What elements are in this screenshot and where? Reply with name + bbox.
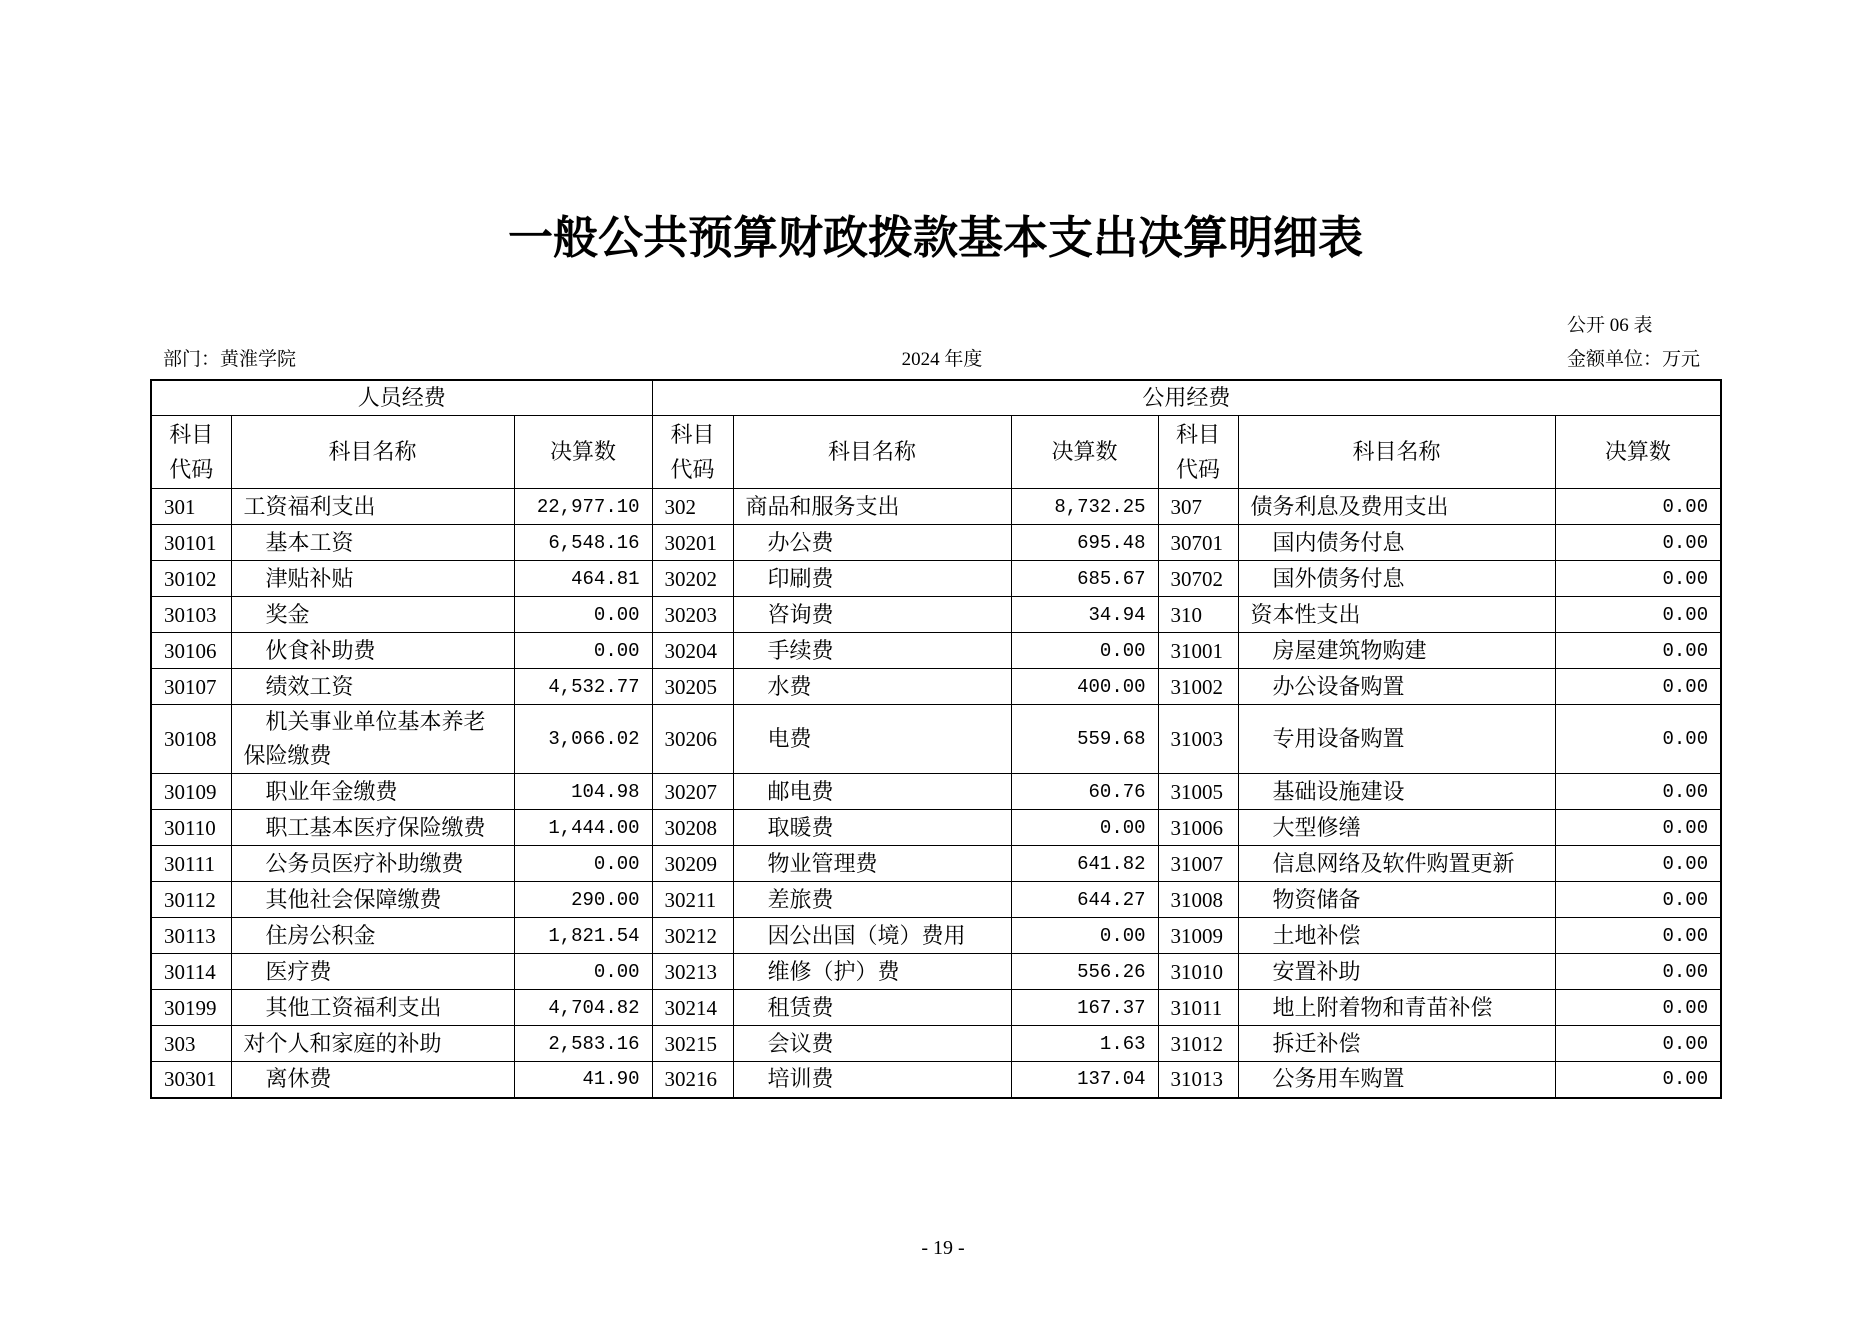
final-amount-cell: 60.76 — [1011, 774, 1158, 810]
subject-code-cell: 30109 — [151, 774, 231, 810]
final-amount-cell: 290.00 — [514, 882, 652, 918]
table-row — [151, 1026, 1721, 1062]
table-row — [151, 561, 1721, 597]
subject-name-cell: 地上附着物和青苗补偿 — [1238, 990, 1555, 1026]
subject-name-cell: 离休费 — [231, 1062, 514, 1098]
subject-code-cell: 30108 — [151, 705, 231, 774]
subject-code-cell: 30702 — [1158, 561, 1238, 597]
final-amount-cell: 0.00 — [1555, 597, 1721, 633]
subject-code-header — [151, 416, 231, 489]
subject-code-cell: 31013 — [1158, 1062, 1238, 1098]
subject-name-cell: 土地补偿 — [1238, 918, 1555, 954]
final-amount-cell: 0.00 — [514, 633, 652, 669]
final-amount-cell: 0.00 — [1555, 705, 1721, 774]
final-amount-cell: 0.00 — [1555, 990, 1721, 1026]
final-amount-header: 决算数 — [1011, 416, 1158, 489]
subject-name-cell: 安置补助 — [1238, 954, 1555, 990]
final-amount-cell: 0.00 — [1555, 1062, 1721, 1098]
final-amount-cell: 0.00 — [1555, 1026, 1721, 1062]
subject-name-cell: 公务用车购置 — [1238, 1062, 1555, 1098]
subject-name-cell: 因公出国（境）费用 — [733, 918, 1011, 954]
subject-code-cell: 30301 — [151, 1062, 231, 1098]
subject-name-cell: 住房公积金 — [231, 918, 514, 954]
final-amount-cell: 0.00 — [1011, 633, 1158, 669]
subject-name-header: 科目名称 — [733, 416, 1011, 489]
final-amount-cell: 464.81 — [514, 561, 652, 597]
subject-code-cell: 30701 — [1158, 525, 1238, 561]
final-amount-cell: 4,704.82 — [514, 990, 652, 1026]
subject-code-cell: 30216 — [652, 1062, 733, 1098]
subject-code-cell: 30102 — [151, 561, 231, 597]
subject-code-cell: 302 — [652, 489, 733, 525]
subject-code-header — [1158, 416, 1238, 489]
subject-code-cell: 30208 — [652, 810, 733, 846]
subject-name-cell: 水费 — [733, 669, 1011, 705]
subject-name-cell: 津贴补贴 — [231, 561, 514, 597]
subject-code-cell: 30207 — [652, 774, 733, 810]
table-row — [151, 1062, 1721, 1098]
subject-name-cell: 公务员医疗补助缴费 — [231, 846, 514, 882]
final-amount-cell: 4,532.77 — [514, 669, 652, 705]
subject-name-cell: 医疗费 — [231, 954, 514, 990]
subject-code-cell: 30106 — [151, 633, 231, 669]
subject-name-cell: 其他工资福利支出 — [231, 990, 514, 1026]
subject-code-header — [652, 416, 733, 489]
table-row — [151, 954, 1721, 990]
subject-name-cell: 手续费 — [733, 633, 1011, 669]
subject-code-cell: 303 — [151, 1026, 231, 1062]
subject-code-cell: 30202 — [652, 561, 733, 597]
final-amount-cell: 22,977.10 — [514, 489, 652, 525]
final-amount-cell: 34.94 — [1011, 597, 1158, 633]
final-amount-cell: 1,821.54 — [514, 918, 652, 954]
subject-code-cell: 30113 — [151, 918, 231, 954]
subject-code-cell: 30201 — [652, 525, 733, 561]
subject-code-header-text: 科目代码 — [1176, 422, 1221, 482]
table-body — [151, 489, 1721, 1098]
subject-code-cell: 31003 — [1158, 705, 1238, 774]
final-amount-cell: 0.00 — [1555, 882, 1721, 918]
table-row — [151, 489, 1721, 525]
final-amount-cell: 1,444.00 — [514, 810, 652, 846]
subject-name-cell: 办公设备购置 — [1238, 669, 1555, 705]
final-amount-cell: 0.00 — [1555, 774, 1721, 810]
subject-code-cell: 31001 — [1158, 633, 1238, 669]
subject-code-cell: 30111 — [151, 846, 231, 882]
subject-name-cell: 物业管理费 — [733, 846, 1011, 882]
subject-name-cell: 奖金 — [231, 597, 514, 633]
page-number: - 19 - — [921, 1237, 965, 1259]
fiscal-year-label: 2024 年度 — [901, 349, 983, 370]
final-amount-cell: 644.27 — [1011, 882, 1158, 918]
final-amount-cell: 41.90 — [514, 1062, 652, 1098]
subject-code-cell: 30215 — [652, 1026, 733, 1062]
subject-code-header-text: 科目代码 — [670, 422, 715, 482]
final-amount-cell: 695.48 — [1011, 525, 1158, 561]
subject-name-cell: 印刷费 — [733, 561, 1011, 597]
subject-code-cell: 30204 — [652, 633, 733, 669]
subject-code-cell: 30211 — [652, 882, 733, 918]
final-amount-cell: 104.98 — [514, 774, 652, 810]
final-amount-header: 决算数 — [514, 416, 652, 489]
subject-code-cell: 30103 — [151, 597, 231, 633]
subject-name-cell: 其他社会保障缴费 — [231, 882, 514, 918]
table-number: 公开 06 表 — [1567, 315, 1653, 336]
final-amount-cell: 0.00 — [514, 954, 652, 990]
final-amount-cell: 3,066.02 — [514, 705, 652, 774]
subject-code-cell: 30110 — [151, 810, 231, 846]
table-row — [151, 525, 1721, 561]
subject-name-cell: 拆迁补偿 — [1238, 1026, 1555, 1062]
subject-code-cell: 31008 — [1158, 882, 1238, 918]
final-amount-cell: 400.00 — [1011, 669, 1158, 705]
subject-code-header-text: 科目代码 — [169, 422, 214, 482]
amount-unit-label: 金额单位：万元 — [1567, 349, 1701, 370]
subject-code-cell: 30203 — [652, 597, 733, 633]
subject-name-cell: 伙食补助费 — [231, 633, 514, 669]
final-amount-cell: 0.00 — [1555, 561, 1721, 597]
final-amount-cell: 0.00 — [1555, 489, 1721, 525]
subject-code-cell: 31012 — [1158, 1026, 1238, 1062]
final-amount-cell: 0.00 — [1555, 633, 1721, 669]
final-amount-cell: 137.04 — [1011, 1062, 1158, 1098]
subject-code-cell: 30205 — [652, 669, 733, 705]
subject-code-cell: 31010 — [1158, 954, 1238, 990]
subject-name-cell: 电费 — [733, 705, 1011, 774]
subject-code-cell: 30212 — [652, 918, 733, 954]
subject-name-cell: 维修（护）费 — [733, 954, 1011, 990]
subject-name-cell: 职工基本医疗保险缴费 — [231, 810, 514, 846]
final-amount-cell: 0.00 — [514, 846, 652, 882]
final-amount-cell: 8,732.25 — [1011, 489, 1158, 525]
final-amount-cell: 0.00 — [514, 597, 652, 633]
subject-name-cell: 咨询费 — [733, 597, 1011, 633]
subject-name-cell: 资本性支出 — [1238, 597, 1555, 633]
subject-name-cell: 职业年金缴费 — [231, 774, 514, 810]
subject-name-cell: 邮电费 — [733, 774, 1011, 810]
final-amount-cell: 167.37 — [1011, 990, 1158, 1026]
subject-code-cell: 30112 — [151, 882, 231, 918]
table-row — [151, 774, 1721, 810]
subject-code-cell: 30213 — [652, 954, 733, 990]
final-amount-cell: 0.00 — [1555, 846, 1721, 882]
subject-name-cell: 大型修缮 — [1238, 810, 1555, 846]
final-amount-cell: 2,583.16 — [514, 1026, 652, 1062]
subject-name-header: 科目名称 — [1238, 416, 1555, 489]
final-amount-cell: 0.00 — [1555, 669, 1721, 705]
subject-name-cell: 商品和服务支出 — [733, 489, 1011, 525]
subject-name-cell: 国内债务付息 — [1238, 525, 1555, 561]
table-row — [151, 882, 1721, 918]
subject-code-cell: 30101 — [151, 525, 231, 561]
table-row — [151, 810, 1721, 846]
subject-name-cell: 取暖费 — [733, 810, 1011, 846]
subject-name-cell: 信息网络及软件购置更新 — [1238, 846, 1555, 882]
subject-name-cell: 物资储备 — [1238, 882, 1555, 918]
subject-name-cell: 绩效工资 — [231, 669, 514, 705]
subject-code-cell: 30214 — [652, 990, 733, 1026]
column-header-row — [151, 416, 1721, 489]
final-amount-cell: 1.63 — [1011, 1026, 1158, 1062]
subject-code-cell: 31011 — [1158, 990, 1238, 1026]
subject-name-cell: 专用设备购置 — [1238, 705, 1555, 774]
subject-code-cell: 301 — [151, 489, 231, 525]
subject-name-cell: 租赁费 — [733, 990, 1011, 1026]
personnel-expense-header: 人员经费 — [151, 380, 652, 416]
table-row — [151, 597, 1721, 633]
final-amount-cell: 0.00 — [1011, 810, 1158, 846]
subject-code-cell: 30209 — [652, 846, 733, 882]
final-amount-cell: 641.82 — [1011, 846, 1158, 882]
subject-code-cell: 30114 — [151, 954, 231, 990]
subject-code-cell: 31002 — [1158, 669, 1238, 705]
final-amount-cell: 0.00 — [1555, 954, 1721, 990]
subject-code-cell: 307 — [1158, 489, 1238, 525]
table-row — [151, 705, 1721, 774]
subject-name-cell: 房屋建筑物购建 — [1238, 633, 1555, 669]
final-amount-cell: 685.67 — [1011, 561, 1158, 597]
group-header-row — [151, 380, 1721, 416]
table-row — [151, 633, 1721, 669]
subject-code-cell: 31009 — [1158, 918, 1238, 954]
subject-name-cell: 会议费 — [733, 1026, 1011, 1062]
public-expense-header: 公用经费 — [652, 380, 1721, 416]
subject-name-cell: 基础设施建设 — [1238, 774, 1555, 810]
department-label: 部门：黄淮学院 — [163, 349, 297, 370]
final-amount-cell: 556.26 — [1011, 954, 1158, 990]
subject-name-cell: 国外债务付息 — [1238, 561, 1555, 597]
final-amount-cell: 0.00 — [1011, 918, 1158, 954]
subject-name-cell: 工资福利支出 — [231, 489, 514, 525]
subject-name-cell: 办公费 — [733, 525, 1011, 561]
subject-code-cell: 310 — [1158, 597, 1238, 633]
final-amount-cell: 559.68 — [1011, 705, 1158, 774]
subject-name-cell: 培训费 — [733, 1062, 1011, 1098]
subject-code-cell: 30206 — [652, 705, 733, 774]
expenditure-detail-table — [150, 379, 1722, 1099]
final-amount-cell: 0.00 — [1555, 525, 1721, 561]
final-amount-cell: 0.00 — [1555, 918, 1721, 954]
subject-code-cell: 31007 — [1158, 846, 1238, 882]
subject-name-header: 科目名称 — [231, 416, 514, 489]
table-row — [151, 990, 1721, 1026]
final-amount-cell: 0.00 — [1555, 810, 1721, 846]
subject-code-cell: 31005 — [1158, 774, 1238, 810]
final-amount-cell: 6,548.16 — [514, 525, 652, 561]
subject-name-cell: 差旅费 — [733, 882, 1011, 918]
table-row — [151, 669, 1721, 705]
table-row — [151, 846, 1721, 882]
subject-name-cell: 对个人和家庭的补助 — [231, 1026, 514, 1062]
subject-code-cell: 30107 — [151, 669, 231, 705]
page-title: 一般公共预算财政拨款基本支出决算明细表 — [507, 211, 1363, 264]
subject-name-cell: 债务利息及费用支出 — [1238, 489, 1555, 525]
final-amount-header: 决算数 — [1555, 416, 1721, 489]
subject-code-cell: 30199 — [151, 990, 231, 1026]
subject-name-cell: 机关事业单位基本养老保险缴费 — [231, 705, 514, 774]
table-row — [151, 918, 1721, 954]
subject-code-cell: 31006 — [1158, 810, 1238, 846]
subject-name-cell: 基本工资 — [231, 525, 514, 561]
